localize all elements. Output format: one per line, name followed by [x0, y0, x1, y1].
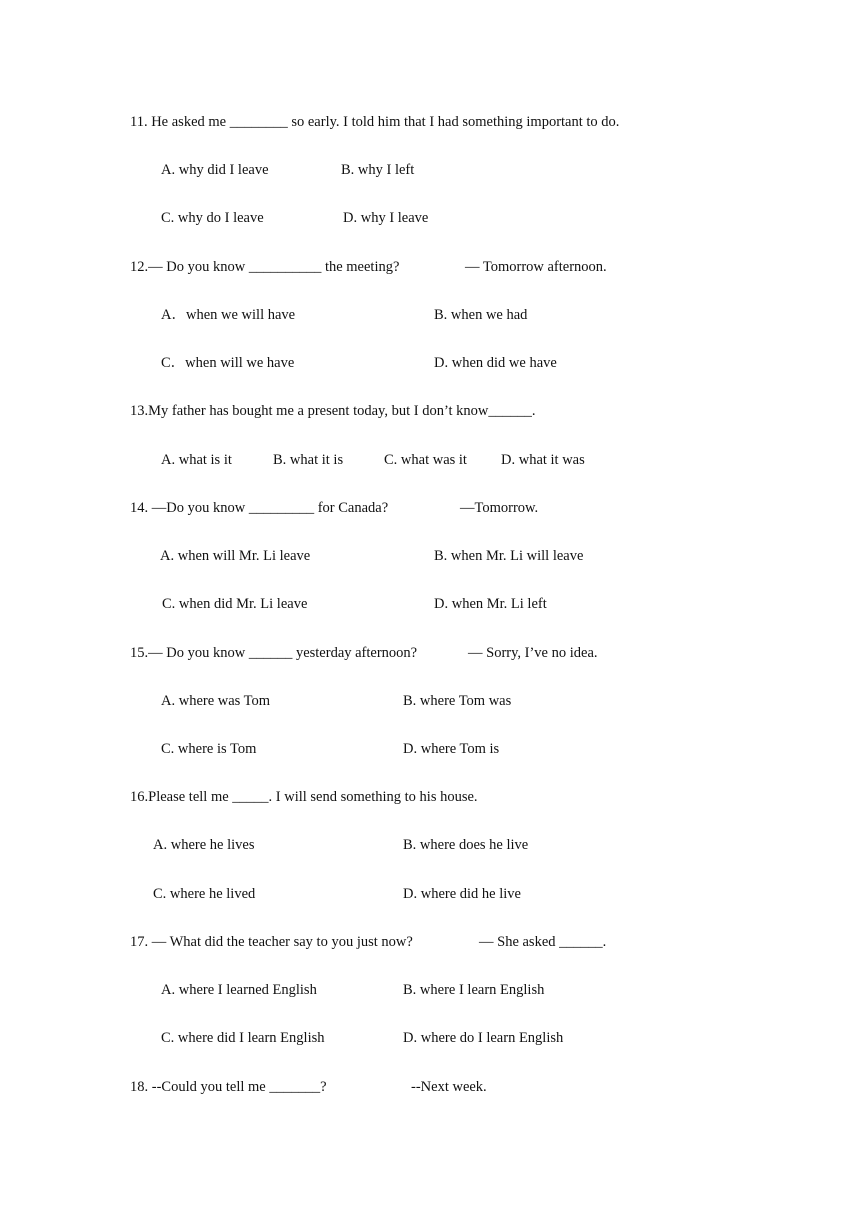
q17-reply: — She asked ______. — [479, 934, 607, 950]
q15-option-d: D. where Tom is — [403, 741, 500, 757]
q14-option-c: C. when did Mr. Li leave — [162, 596, 308, 612]
q15-option-c: C. where is Tom — [161, 741, 257, 757]
q11-option-b: B. why I left — [341, 162, 415, 178]
q12-stem: 12.— Do you know __________ the meeting? — [130, 259, 400, 275]
q17-option-c: C. where did I learn English — [161, 1030, 325, 1046]
q14-reply: —Tomorrow. — [460, 500, 539, 516]
q17-option-a: A. where I learned English — [161, 982, 317, 998]
q18-reply: --Next week. — [411, 1079, 487, 1095]
q15-reply: — Sorry, I’ve no idea. — [468, 645, 598, 661]
q15-option-b: B. where Tom was — [403, 693, 512, 709]
q16-option-b: B. where does he live — [403, 837, 529, 853]
q11-option-a: A. why did I leave — [161, 162, 269, 178]
q14-option-d: D. when Mr. Li left — [434, 596, 547, 612]
q16-option-d: D. where did he live — [403, 886, 521, 902]
q12-option-c: C．when will we have — [161, 355, 295, 371]
q16-option-c: C. where he lived — [153, 886, 256, 902]
q18-stem: 18. --Could you tell me _______? — [130, 1079, 327, 1095]
q14-option-b: B. when Mr. Li will leave — [434, 548, 584, 564]
q16-stem: 16.Please tell me _____. I will send something to his house. — [130, 789, 478, 805]
q15-stem: 15.— Do you know ______ yesterday afternoon? — [130, 645, 418, 661]
q11-stem: 11. He asked me ________ so early. I told him that I had something important to do. — [130, 114, 620, 130]
q11-option-c: C. why do I leave — [161, 210, 264, 226]
q13-option-d: D. what it was — [501, 452, 585, 468]
q17-option-b: B. where I learn English — [403, 982, 545, 998]
q15-option-a: A. where was Tom — [161, 693, 271, 709]
q14-stem: 14. —Do you know _________ for Canada? — [130, 500, 389, 516]
q13-option-c: C. what was it — [384, 452, 467, 468]
q12-option-a: A．when we will have — [161, 307, 296, 323]
q12-option-b: B. when we had — [434, 307, 528, 323]
q13-stem: 13.My father has bought me a present today, but I don’t know______. — [130, 403, 536, 419]
q17-option-d: D. where do I learn English — [403, 1030, 564, 1046]
q17-stem: 17. — What did the teacher say to you just now? — [130, 934, 413, 950]
q11-option-d: D. why I leave — [343, 210, 429, 226]
q14-option-a: A. when will Mr. Li leave — [160, 548, 311, 564]
q12-reply: — Tomorrow afternoon. — [465, 259, 607, 275]
q13-option-b: B. what it is — [273, 452, 344, 468]
q12-option-d: D. when did we have — [434, 355, 557, 371]
q16-option-a: A. where he lives — [153, 837, 255, 853]
q13-option-a: A. what is it — [161, 452, 232, 468]
